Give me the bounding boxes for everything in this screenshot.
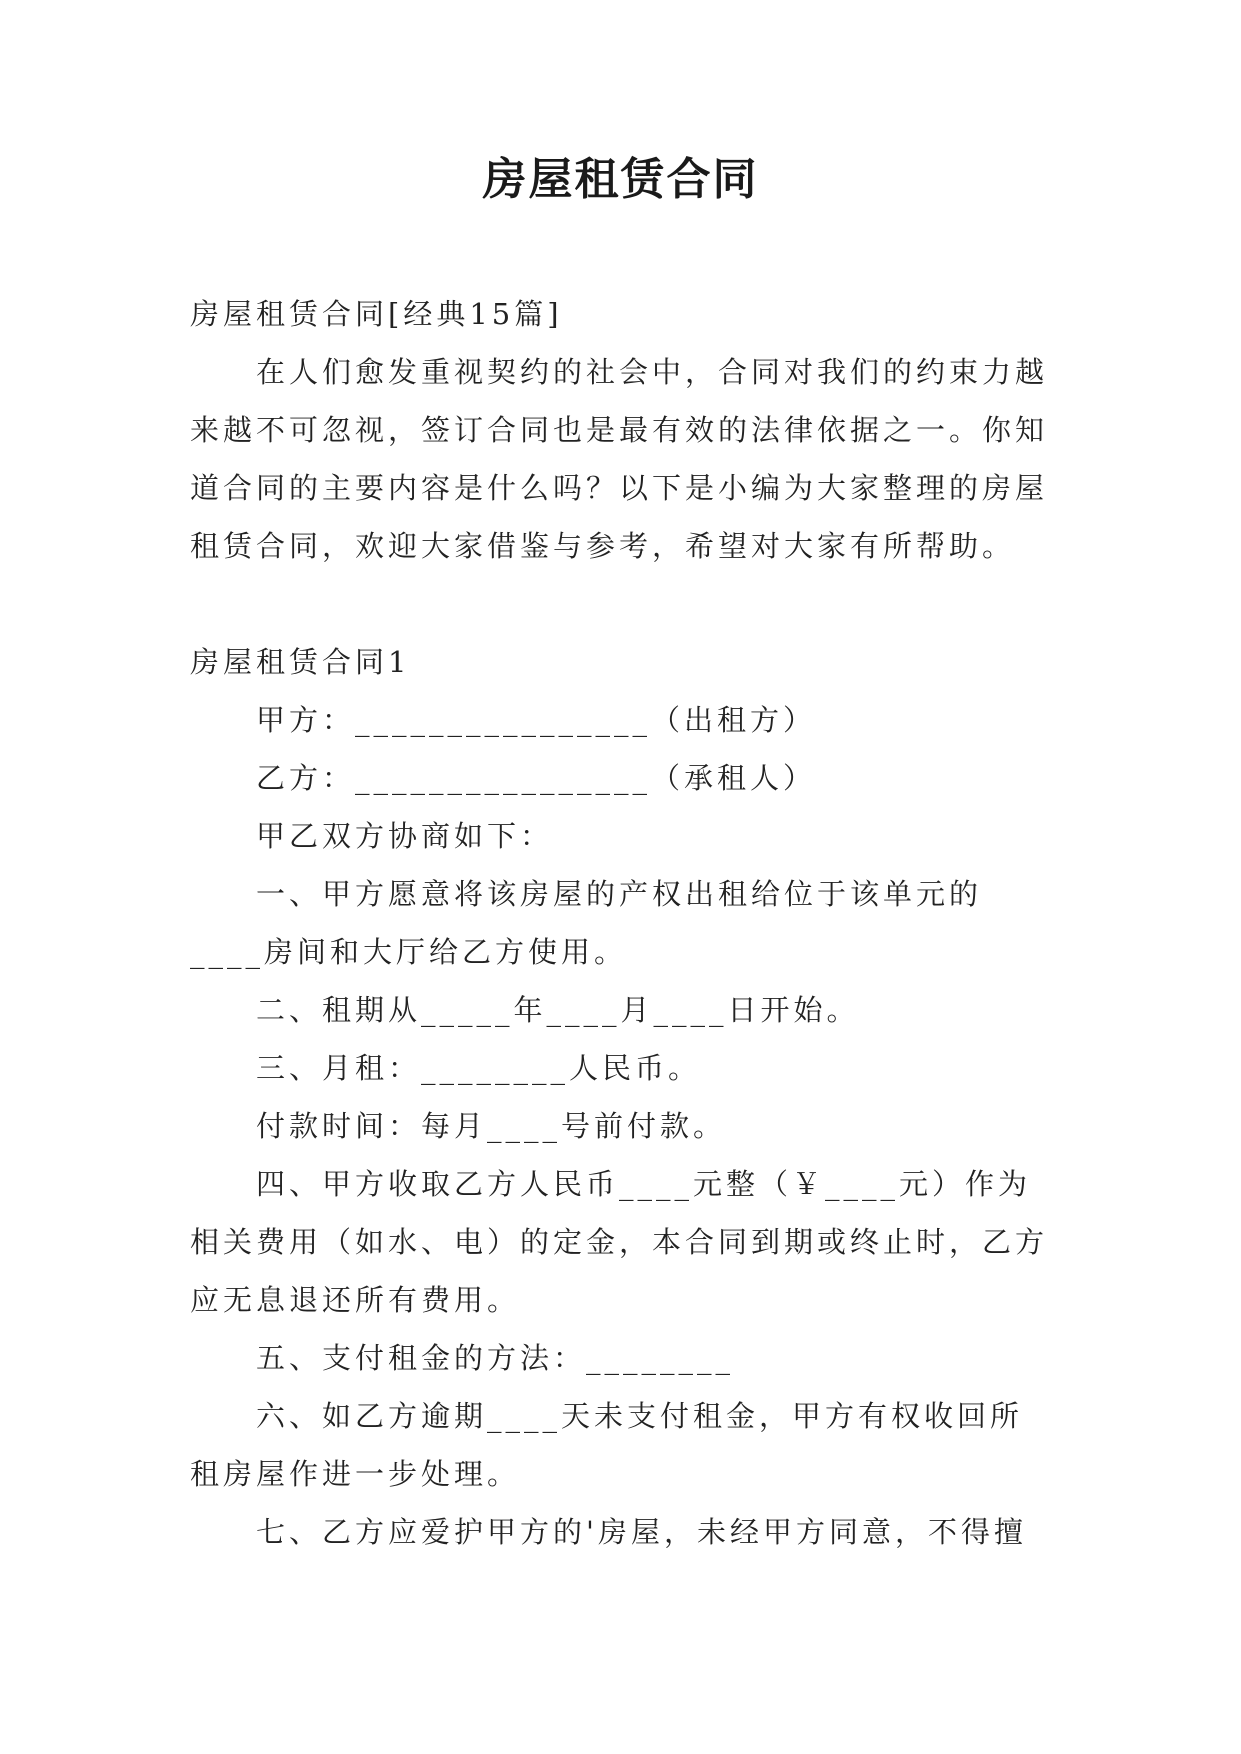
payment-time: 付款时间：每月____号前付款。 <box>256 1109 727 1143</box>
party-b-line: 乙方：________________（承租人） <box>256 761 817 795</box>
clause-1: 一、甲方愿意将该房屋的产权出租给位于该单元的____房间和大厅给乙方使用。 <box>190 877 983 969</box>
paragraph-gap <box>190 575 1050 633</box>
agreement-line: 甲乙双方协商如下： <box>256 819 554 853</box>
clause-2: 二、租期从_____年____月____日开始。 <box>256 993 860 1027</box>
intro-paragraph: 在人们愈发重视契约的社会中，合同对我们的约束力越来越不可忽视，签订合同也是最有效的法律依据之一。你知道合同的主要内容是什么吗？以下是小编为大家整理的房屋租赁合同，欢迎大家借鉴与参考，希望对大家有所帮助。 <box>190 355 1049 563</box>
document-subtitle: 房屋租赁合同[经典15篇] <box>190 297 563 331</box>
section-heading: 房屋租赁合同1 <box>190 645 411 679</box>
clause-5: 五、支付租金的方法：________ <box>256 1341 735 1375</box>
document-title: 房屋租赁合同 <box>482 154 759 205</box>
clause-6: 六、如乙方逾期____天未支付租金，甲方有权收回所租房屋作进一步处理。 <box>190 1399 1024 1491</box>
party-a-line: 甲方：________________（出租方） <box>256 703 817 737</box>
clause-3: 三、月租：________人民币。 <box>256 1051 702 1085</box>
document-body <box>190 285 1050 1561</box>
clause-4: 四、甲方收取乙方人民币____元整（￥____元）作为相关费用（如水、电）的定金，本合同到期或终止时，乙方应无息退还所有费用。 <box>190 1167 1049 1317</box>
clause-7: 七、乙方应爱护甲方的'房屋，未经甲方同意，不得擅 <box>256 1515 1027 1549</box>
